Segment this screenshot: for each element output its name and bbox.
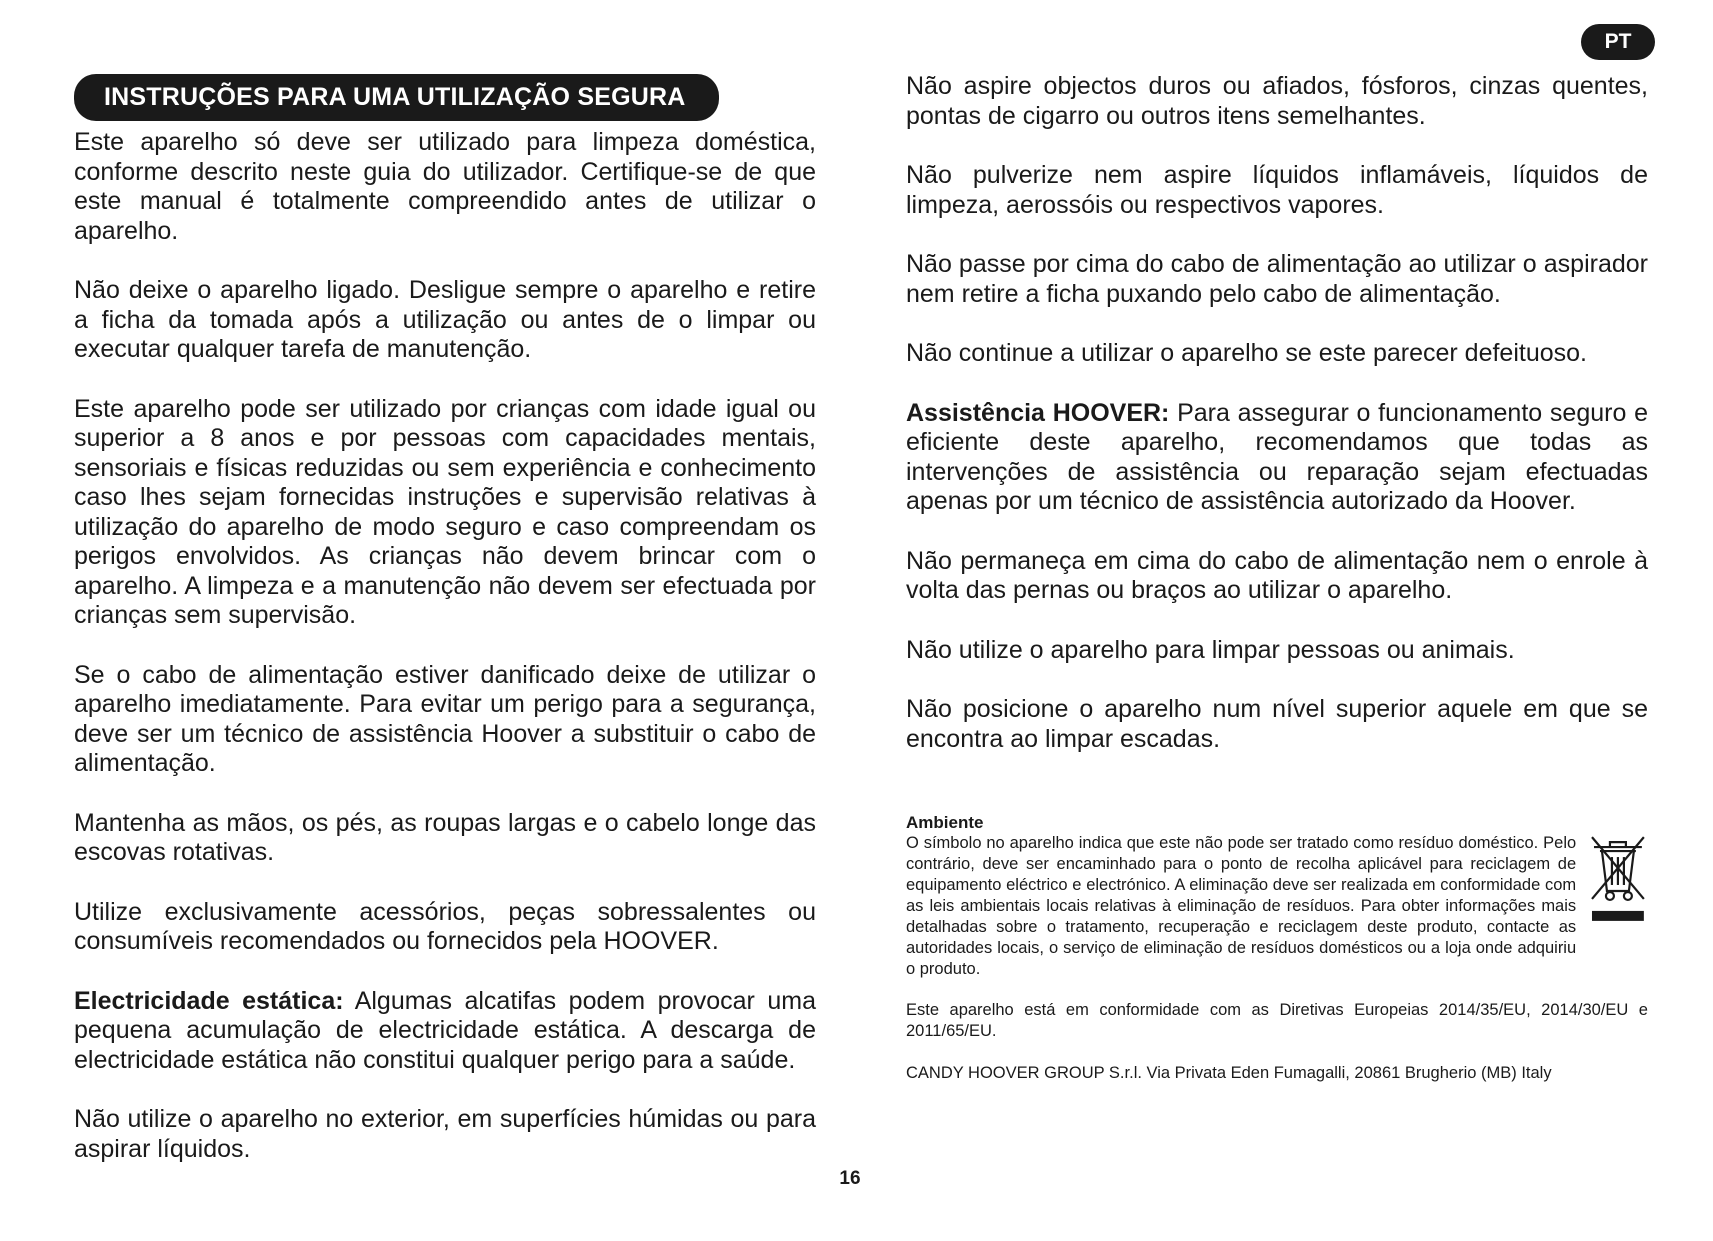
- static-electricity-text: Algumas alcatifas podem provocar uma pequena acumulação de electricidade estática. A descarga de electricidade estática não constitui qualquer perigo para a saúde.: [74, 986, 817, 1074]
- paragraph-damaged-cable: Se o cabo de alimentação estiver danificado deixe de utilizar o aparelho imediatamente. Para evitar um perigo para a segurança, deve ser um técnico de assistência Hoover a substituir o cabo de alimentação.: [74, 660, 816, 777]
- paragraph-people-animals: Não utilize o aparelho para limpar pessoas ou animais.: [906, 635, 1515, 664]
- static-electricity-label: Electricidade estática:: [74, 986, 344, 1015]
- paragraph-stairs: Não posicione o aparelho num nível superior aquele em que se encontra ao limpar escadas.: [906, 695, 1648, 753]
- section-title: INSTRUÇÕES PARA UMA UTILIZAÇÃO SEGURA: [74, 74, 719, 121]
- paragraph-stand-on-cord: Não permaneça em cima do cabo de alimentação nem o enrole à volta das pernas ou braços ao utilizar o aparelho.: [906, 546, 1648, 604]
- paragraph-static-electricity: [74, 987, 816, 1076]
- weee-crossed-bin-icon: [1588, 833, 1648, 925]
- environment-text: O símbolo no aparelho indica que este não pode ser tratado como resíduo doméstico. Pelo contrário, deve ser encaminhado para o ponto de recolha aplicável para reciclagem de equipamento eléctrico e electrónico. A eliminação deve ser realizada em conformidade com as leis ambientais locais relativas à eliminação de resíduos. Para obter informações mais detalhadas sobre o tratamento, recuperação e reciclagem deste produto, contacte as autoridades locais, o serviço de eliminação de resíduos domésticos ou a loja onde adquiriu o produto.: [906, 834, 1577, 978]
- paragraph-children: Este aparelho pode ser utilizado por crianças com idade igual ou superior a 8 anos e por pessoas com capacidades mentais, sensoriais e físicas reduzidas ou sem experiência e conhecimento caso lhes sejam fornecidas instruções e supervisão relativas à utilização do aparelho de modo seguro e caso compreendam os perigos envolvidos. As crianças não devem brincar com o aparelho. A limpeza e a manutenção não devem ser efectuada por crianças sem supervisão.: [74, 394, 816, 629]
- paragraph-defective: Não continue a utilizar o aparelho se este parecer defeituoso.: [906, 339, 1587, 367]
- paragraph-unplug: Não deixe o aparelho ligado. Desligue sempre o aparelho e retire a ficha da tomada após a utilização ou antes de o limpar ou executar qualquer tarefa de manutenção.: [74, 276, 816, 363]
- directives-text: Este aparelho está em conformidade com as Diretivas Europeias 2014/35/EU, 2014/30/EU e 2011/65/EU.: [906, 1001, 1648, 1040]
- paragraph-domestic-use: Este aparelho só deve ser utilizado para limpeza doméstica, conforme descrito neste guia do utilizador. Certifique-se de que este manual é totalmente compreendido antes de utilizar o aparelho.: [74, 128, 816, 245]
- manufacturer-address: CANDY HOOVER GROUP S.r.l. Via Privata Eden Fumagalli, 20861 Brugherio (MB) Italy: [906, 1064, 1552, 1082]
- paragraph-brushes: Mantenha as mãos, os pés, as roupas largas e o cabelo longe das escovas rotativas.: [74, 808, 816, 866]
- paragraph-power-cord: Não passe por cima do cabo de alimentação ao utilizar o aspirador nem retire a ficha puxando pelo cabo de alimentação.: [906, 250, 1648, 308]
- environment-title: Ambiente: [906, 813, 984, 832]
- paragraph-accessories: Utilize exclusivamente acessórios, peças sobressalentes ou consumíveis recomendados ou fornecidos pela HOOVER.: [74, 897, 816, 955]
- hoover-service-label: Assistência HOOVER:: [906, 398, 1170, 427]
- page-number: 16: [839, 1168, 861, 1189]
- paragraph-hard-objects: Não aspire objectos duros ou afiados, fósforos, cinzas quentes, pontas de cigarro ou outros itens semelhantes.: [906, 72, 1648, 130]
- paragraph-hoover-service: [906, 399, 1648, 517]
- environment-section: [906, 812, 1648, 1084]
- paragraph-flammable-liquids: Não pulverize nem aspire líquidos inflamáveis, líquidos de limpeza, aerossóis ou respectivos vapores.: [906, 161, 1648, 219]
- hoover-service-text: Para assegurar o funcionamento seguro e eficiente deste aparelho, recomendamos que todas as intervenções de assistência ou reparação sejam efectuadas apenas por um técnico de assistência autorizado da Hoover.: [906, 398, 1648, 515]
- left-column: [74, 74, 816, 1194]
- right-column: [906, 72, 1648, 1084]
- language-badge: PT: [1581, 24, 1655, 60]
- paragraph-outdoor: Não utilize o aparelho no exterior, em superfícies húmidas ou para aspirar líquidos.: [74, 1105, 816, 1163]
